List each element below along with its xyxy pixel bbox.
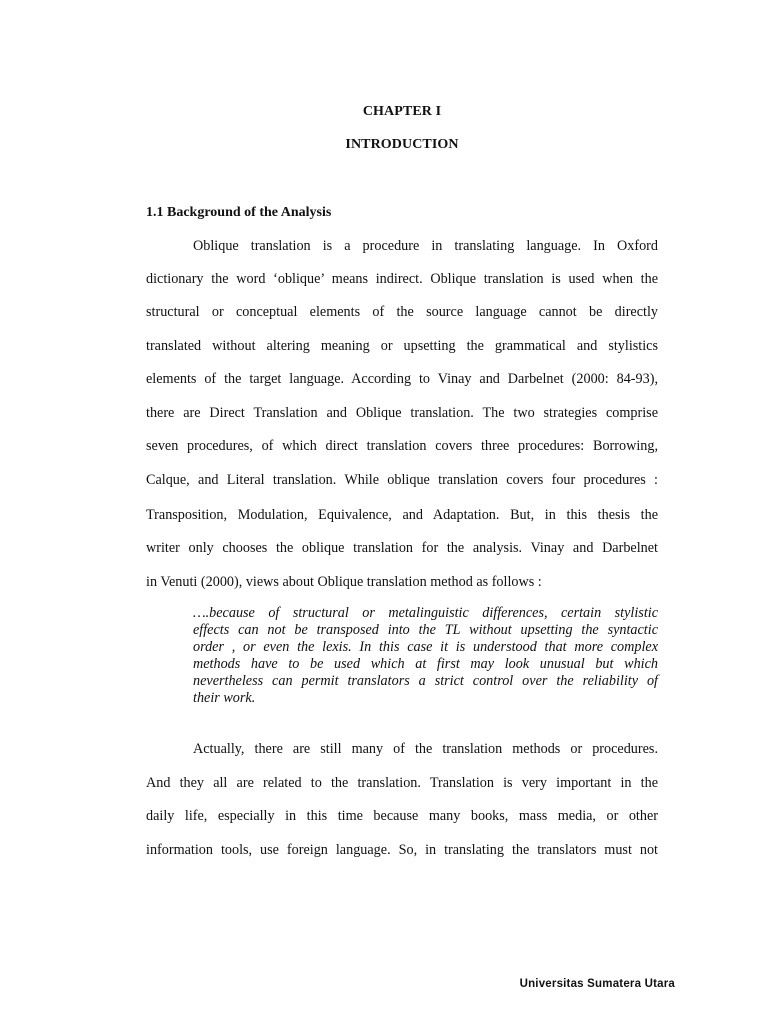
paragraph-line: translated without altering meaning or upsetting the grammatical and stylistics: [146, 338, 658, 354]
paragraph-line: And they all are related to the translation. Translation is very important in the: [146, 775, 658, 791]
section-title: 1.1 Background of the Analysis: [146, 205, 332, 220]
paragraph-line: there are Direct Translation and Oblique translation. The two strategies comprise: [146, 405, 658, 421]
paragraph-line: writer only chooses the oblique translation for the analysis. Vinay and Darbelnet: [146, 540, 658, 556]
paragraph-line: information tools, use foreign language. So, in translating the translators must not: [146, 842, 658, 858]
quote-line: nevertheless can permit translators a strict control over the reliability of: [193, 673, 658, 689]
quote-line: effects can not be transposed into the TL without upsetting the syntactic: [193, 622, 658, 638]
paragraph-line: daily life, especially in this time because many books, mass media, or other: [146, 808, 658, 824]
paragraph-line: dictionary the word ‘oblique’ means indirect. Oblique translation is used when the: [146, 271, 658, 287]
paragraph-line: Actually, there are still many of the translation methods or procedures.: [193, 741, 658, 757]
paragraph-line: seven procedures, of which direct translation covers three procedures: Borrowing,: [146, 438, 658, 454]
paragraph-line: elements of the target language. According to Vinay and Darbelnet (2000: 84-93),: [146, 371, 658, 387]
paragraph-line: structural or conceptual elements of the source language cannot be directly: [146, 304, 658, 320]
quote-line: methods have to be used which at first may look unusual but which: [193, 656, 658, 672]
footer-institution: Universitas Sumatera Utara: [519, 978, 675, 990]
paragraph-line: Transposition, Modulation, Equivalence, and Adaptation. But, in this thesis the: [146, 507, 658, 523]
chapter-title: CHAPTER I: [362, 104, 442, 119]
paragraph-line: in Venuti (2000), views about Oblique translation method as follows :: [146, 574, 542, 590]
quote-line: ….because of structural or metalinguistic differences, certain stylistic: [193, 605, 658, 621]
paragraph-line: Oblique translation is a procedure in translating language. In Oxford: [193, 238, 658, 254]
quote-line: their work.: [193, 690, 256, 706]
paragraph-line: Calque, and Literal translation. While oblique translation covers four procedures :: [146, 472, 658, 488]
chapter-subtitle: INTRODUCTION: [345, 137, 459, 152]
quote-line: order , or even the lexis. In this case it is understood that more complex: [193, 639, 658, 655]
